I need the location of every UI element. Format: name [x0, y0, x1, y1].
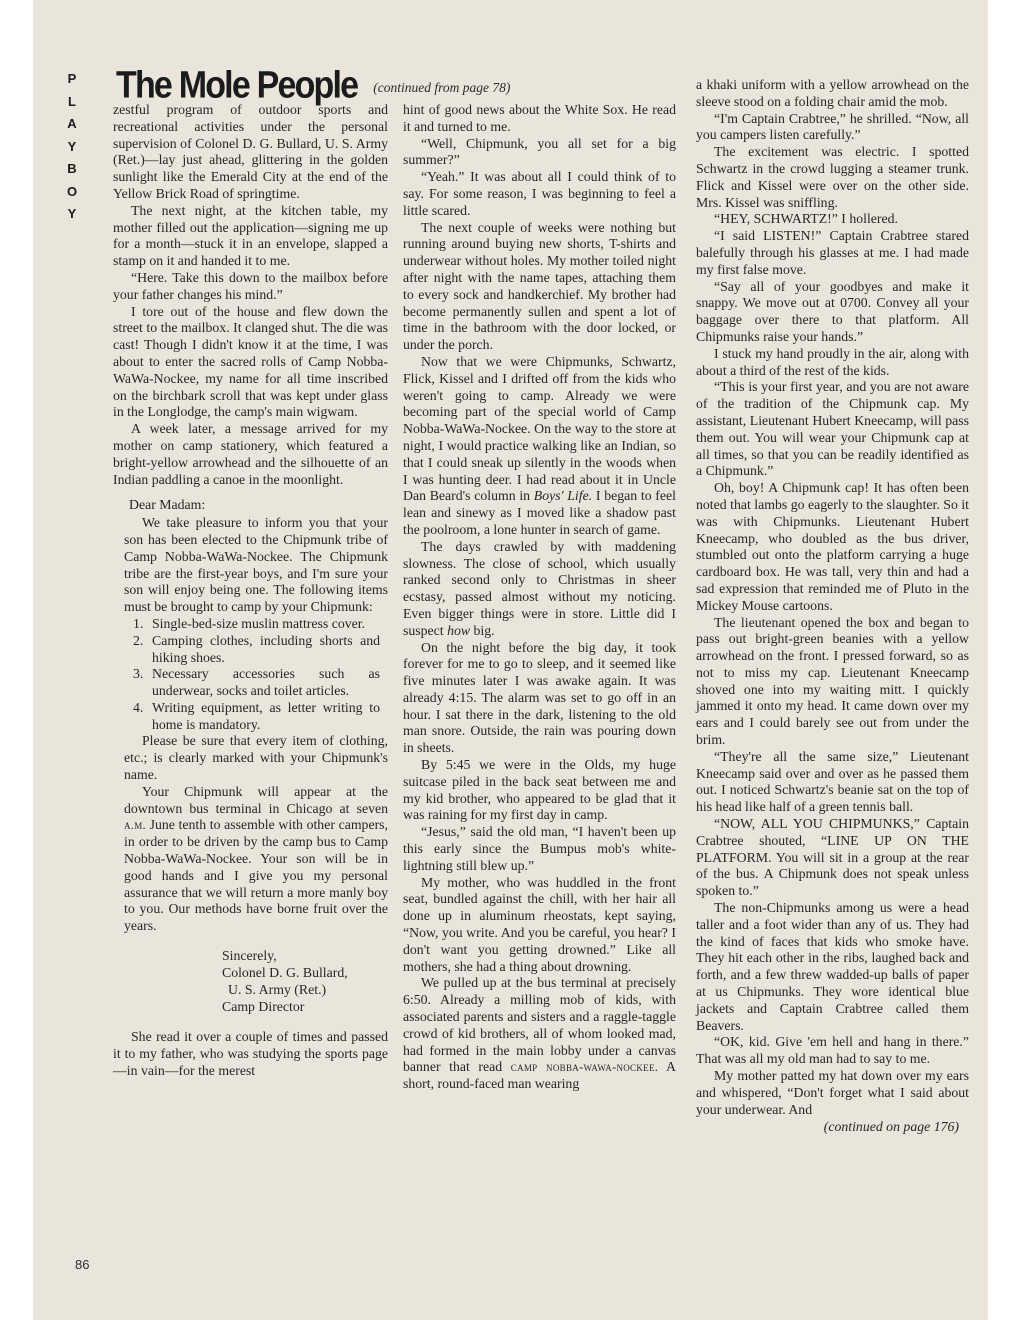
- signer-rank: U. S. Army (Ret.): [228, 982, 327, 998]
- paragraph: My mother, who was huddled in the front seat, bundled against the chill, with her hair all done up in aluminum rheostats, kept saying, “Now, you write. And you be careful, you hear? I don't want you getting drowned.” Like all mothers, she had a thing about drowning.: [403, 874, 676, 974]
- paragraph: “This is your first year, and you are not aware of the tradition of the Chipmunk cap. My assistant, Lieutenant Hubert Kneecamp, will pass them out. You will wear your Chipmunk cap at all times, so that you can be readily identified as a Chipmunk.”: [696, 379, 969, 479]
- paragraph: hint of good news about the White Sox. He read it and turned to me.: [403, 102, 676, 134]
- article-title: The Mole People: [116, 63, 358, 107]
- column-1: [113, 102, 388, 1079]
- magazine-letter: A: [67, 116, 77, 131]
- list-item: 1. Single-bed-size muslin mattress cover.: [133, 615, 366, 631]
- paragraph: The next couple of weeks were nothing but running around buying new shorts, T-shirts and underwear without holes. My mother toiled night after night with the name tapes, attaching them to every sock and handkerchief. My brother had become permanently sullen and spent a lot of time in the bathroom with the door locked, or under the porch.: [403, 219, 676, 353]
- column-3: [696, 77, 969, 1136]
- paragraph: “I'm Captain Crabtree,” he shrilled. “Now, all you campers listen carefully.”: [696, 110, 969, 143]
- article-heading: [116, 63, 676, 107]
- column-2: [403, 102, 676, 1093]
- paragraph: “HEY, SCHWARTZ!” I hollered.: [714, 211, 898, 227]
- paragraph: “OK, kid. Give 'em hell and hang in there.” That was all my old man had to say to me.: [696, 1034, 969, 1067]
- list-item: 2. Camping clothes, including shorts and hiking shoes.: [133, 632, 380, 665]
- paragraph: On the night before the big day, it took forever for me to go to sleep, and it seemed like five minutes later I was awake again. It was already 4:15. The alarm was set to go off in an hour. I sat there in the dark, listening to the old man snore. Outside, the rain was pouring down in sheets.: [403, 639, 676, 756]
- continued-from-note: (continued from page 78): [373, 80, 511, 95]
- paragraph: By 5:45 we were in the Olds, my huge suitcase piled in the back seat between me and my kid brother, who appeared to be glad that it was raining for my first day in camp.: [403, 757, 676, 823]
- list-item: 4. Writing equipment, as letter writing to home is mandatory.: [133, 699, 380, 732]
- paragraph: “Say all of your goodbyes and make it snappy. We move out at 0700. Convey all your baggage over there to that platform. All Chipmunks raise your hands.”: [696, 278, 969, 344]
- signer-role: Camp Director: [222, 999, 305, 1015]
- magazine-letter: Y: [67, 206, 77, 221]
- magazine-letter: Y: [67, 138, 77, 154]
- letter-closing: Sincerely,: [222, 948, 277, 964]
- magazine-name-vertical: [52, 68, 92, 226]
- paragraph: Now that we were Chipmunks, Schwartz, Flick, Kissel and I drifted off from the kids who weren't going to camp. Already we were becoming part of the special world of Camp Nobba-WaWa-Nockee. On the way to the store at night, I would practice walking like an Indian, so that I could sneak up silently in the woods when I was hunting deer. I had read about it in Uncle Dan Beard's column in Boys' Life. I began to feel lean and sinewy as I moved like a shadow past the poolroom, a lone hunter in search of game.: [403, 353, 676, 537]
- magazine-name: [52, 68, 92, 226]
- letter-item-list: [124, 616, 388, 734]
- paragraph: We pulled up at the bus terminal at precisely 6:50. Already a milling mob of kids, with associated parents and sisters and a raggle-taggle crowd of kid brothers, all of whom looked mad, had formed in the main lobby under a canvas banner that read camp nobba-wawa-nockee. A short, round-faced man wearing: [403, 975, 676, 1092]
- magazine-letter: O: [66, 183, 78, 199]
- paragraph: The days crawled by with maddening slowness. The close of school, which usually ranked second only to Christmas in sheer ecstasy, passed almost without my noticing. Even bigger things were in store. Little did I suspect how big.: [403, 538, 676, 638]
- paragraph: The non-Chipmunks among us were a head taller and a foot wider than any of us. They had the kind of faces that kids who smoke have. They hit each other in the ribs, laughed back and forth, and a few threw wadded-up balls of paper at us Chipmunks. They wore identical blue jackets and Captain Crabtree called them Beavers.: [696, 900, 969, 1033]
- paragraph: She read it over a couple of times and passed it to my father, who was studying the sports page—in vain—for the merest: [113, 1029, 388, 1078]
- paragraph: The excitement was electric. I spotted Schwartz in the crowd lugging a steamer trunk. Flick and Kissel were over on the other side. Mrs. Kissel was sniffling.: [696, 144, 969, 210]
- paragraph: Oh, boy! A Chipmunk cap! It has often been noted that lambs go eagerly to the slaughter. So it was with Chipmunks. Lieutenant Hubert Kneecamp, who doubled as the bus driver, stumbled out onto the platform carrying a huge cardboard box. He was tall, very thin and had a sad expression that reminded me of Pluto in the Mickey Mouse cartoons.: [696, 480, 969, 613]
- camp-letter: [113, 497, 388, 1015]
- paragraph: My mother patted my hat down over my ears and whispered, “Don't forget what I said about your underwear. And: [696, 1068, 969, 1117]
- letter-paragraph: Your Chipmunk will appear at the downtown bus terminal in Chicago at seven a.m. June tenth to assemble with other campers, in order to be driven by the camp bus to Camp Nobba-WaWa-Nockee. Your son will be in good hands and I give you my personal assurance that we will return a more manly boy to you. Our methods have borne fruit over the years.: [124, 783, 388, 934]
- list-item: 3. Necessary accessories such as underwear, socks and toilet articles.: [133, 666, 380, 699]
- letter-paragraph: Please be sure that every item of clothing, etc.; is clearly marked with your Chipmunk's name.: [124, 733, 388, 783]
- paragraph: a khaki uniform with a yellow arrowhead on the sleeve stood on a folding chair amid the mob.: [696, 77, 969, 109]
- signer-name: Colonel D. G. Bullard,: [222, 965, 348, 981]
- magazine-letter: P: [67, 71, 77, 86]
- letter-salutation: Dear Madam:: [129, 497, 206, 513]
- paragraph: “Jesus,” said the old man, “I haven't been up this early since the Bumpus mob's white-lightning still blew up.”: [403, 824, 676, 873]
- paragraph: “NOW, ALL YOU CHIPMUNKS,” Captain Crabtree shouted, “LINE UP ON THE PLATFORM. You will sit in a group at the rear of the bus. A Chipmunk does not speak unless spoken to.”: [696, 816, 969, 899]
- letter-paragraph: We take pleasure to inform you that your son has been elected to the Chipmunk tribe of Camp Nobba-WaWa-Nockee. The Chipmunk tribe are the first-year boys, and I'm sure your son will enjoy being one. The following items must be brought to camp by your Chipmunk:: [124, 515, 388, 615]
- magazine-letter: L: [68, 93, 76, 109]
- paragraph: A week later, a message arrived for my mother on camp stationery, which featured a bright-yellow arrowhead and the silhouette of an Indian paddling a canoe in the moonlight.: [113, 421, 388, 487]
- paragraph: “Yeah.” It was about all I could think of to say. For some reason, I was beginning to feel a little scared.: [403, 169, 676, 218]
- paragraph: zestful program of outdoor sports and recreational activities under the personal supervision of Colonel D. G. Bullard, U. S. Army (Ret.)—lay just ahead, glittering in the golden sunlight like the Emerald City at the end of the Yellow Brick Road of springtime.: [113, 102, 388, 201]
- paragraph: “I said LISTEN!” Captain Crabtree stared balefully through his glasses at me. I had made my first false move.: [696, 228, 969, 277]
- paragraph: I tore out of the house and flew down the street to the mailbox. It clanged shut. The die was cast! Though I didn't know it at the time, I was about to enter the sacred rolls of Camp Nobba-WaWa-Nockee, my name for all time inscribed on the birchbark scroll that was kept under glass in the Longlodge, the camp's main wigwam.: [113, 303, 388, 420]
- paragraph: “Well, Chipmunk, you all set for a big summer?”: [403, 135, 676, 168]
- continued-on-note: (continued on page 176): [823, 1119, 959, 1135]
- paragraph: I stuck my hand proudly in the air, along with about a third of the rest of the kids.: [696, 345, 969, 378]
- paragraph: “They're all the same size,” Lieutenant Kneecamp said over and over as he passed them out. I noticed Schwartz's beanie sat on the top of his head like half of a green tennis ball.: [696, 748, 969, 815]
- page-number: 86: [75, 1257, 90, 1272]
- magazine-letter: B: [67, 161, 77, 176]
- paragraph: The lieutenant opened the box and began to pass out bright-green beanies with a yellow arrowhead on the front. I pressed forward, so as not to miss my cap. Lieutenant Kneecamp shoved one into my waiting mitt. I quickly jammed it onto my head. It came down over my ears and I could barely see out from under the brim.: [696, 614, 969, 748]
- paragraph: “Here. Take this down to the mailbox before your father changes his mind.”: [113, 269, 388, 302]
- letter-signature: [124, 947, 388, 1015]
- paragraph: The next night, at the kitchen table, my mother filled out the application—signing me up for a month—stuck it in an envelope, slapped a stamp on it and handed it to me.: [113, 202, 388, 269]
